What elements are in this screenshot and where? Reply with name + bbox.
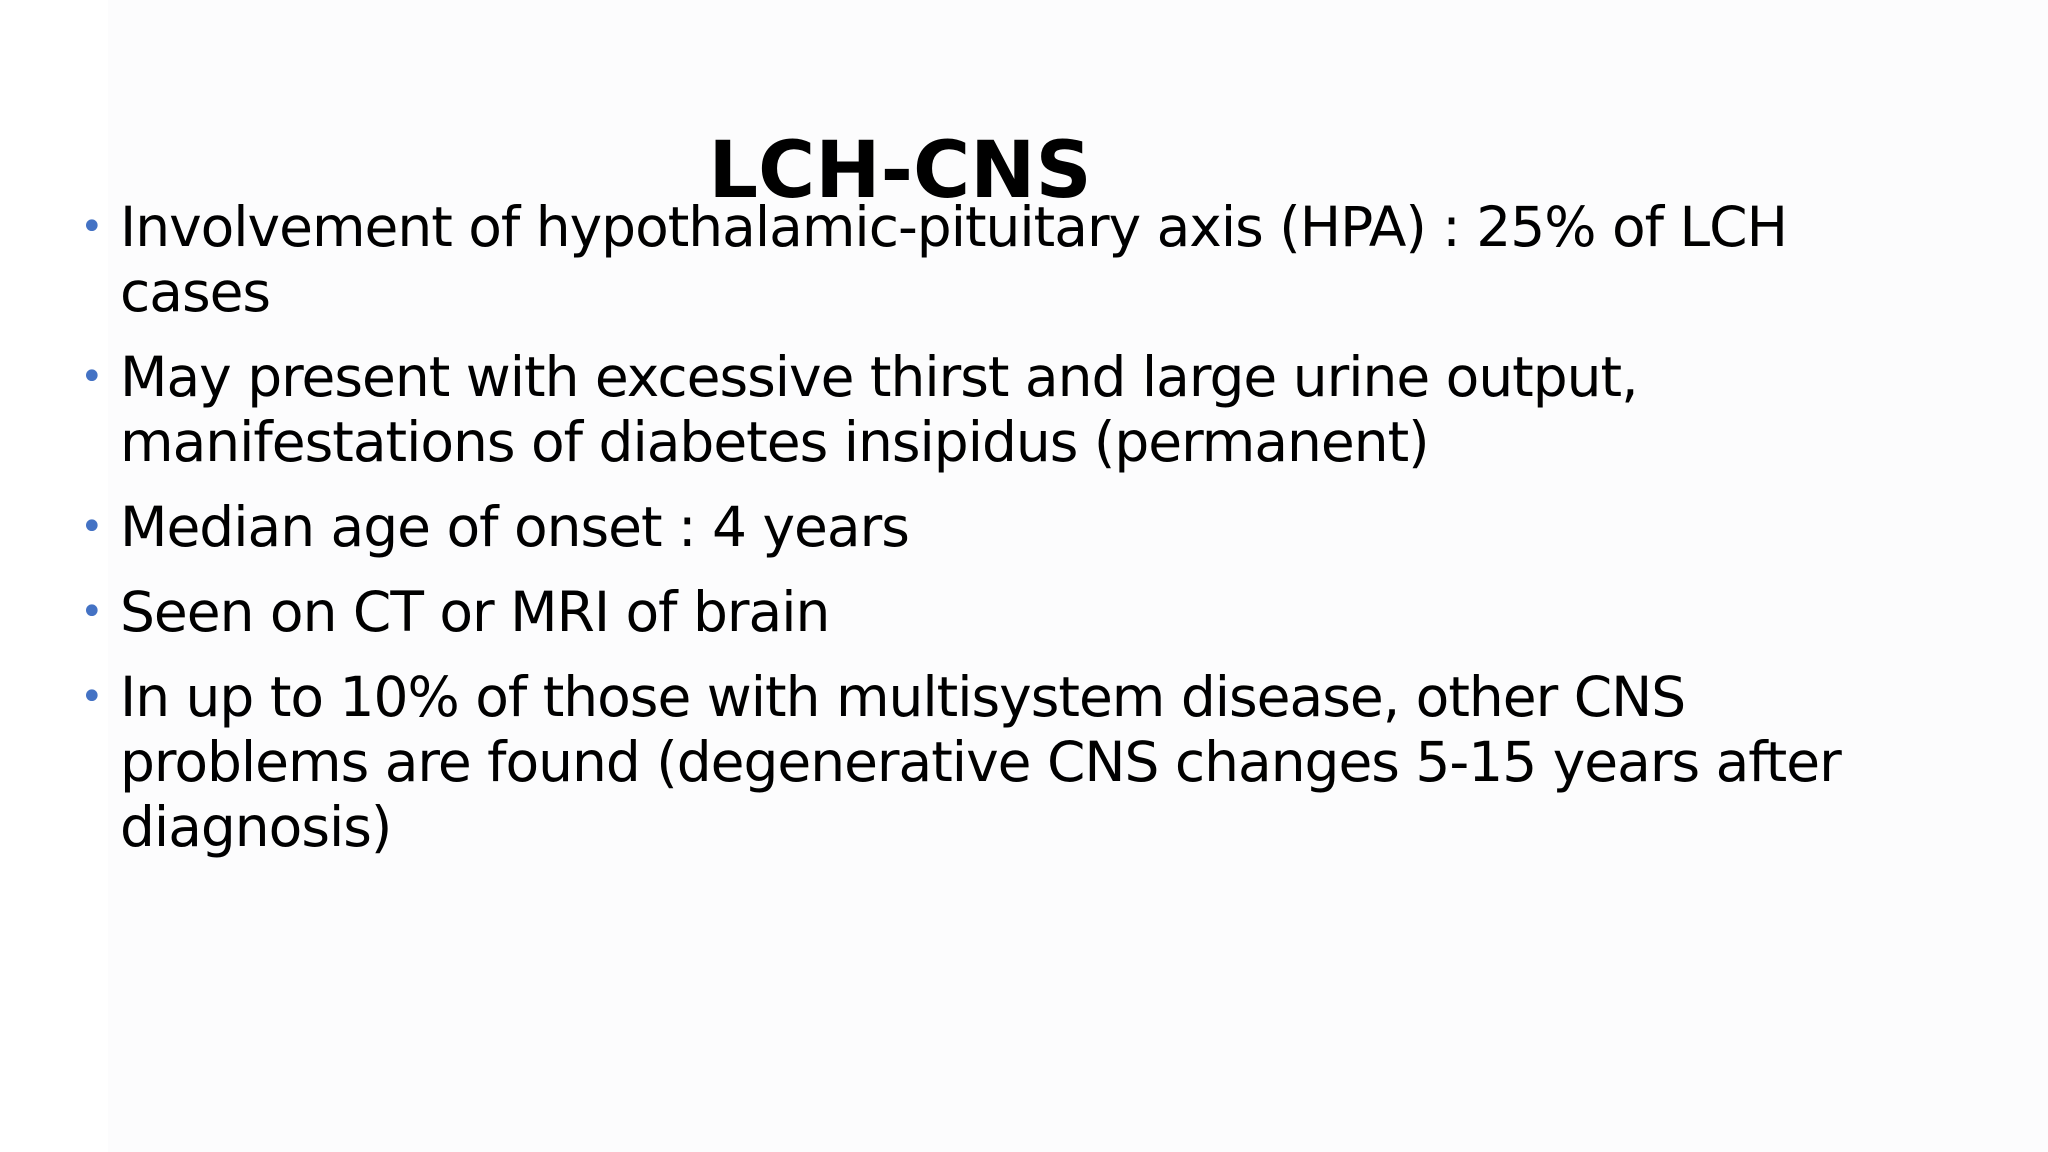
bullet-text: In up to 10% of those with multisystem disease, other CNS problems are found (degenerative CNS changes 5-15 years after diagnosis) xyxy=(120,665,1841,859)
bullet-dot-icon: • xyxy=(80,674,103,720)
bullet-item xyxy=(80,665,1940,860)
bullet-text: Involvement of hypothalamic-pituitary axis (HPA) : 25% of LCH cases xyxy=(120,195,1787,324)
slide-title: LCH-CNS xyxy=(708,126,1092,217)
bullet-list xyxy=(80,195,1940,880)
bullet-text: May present with excessive thirst and large urine output, manifestations of diabetes insipidus (permanent) xyxy=(120,345,1638,474)
bullet-item xyxy=(80,495,1940,560)
bullet-item xyxy=(80,195,1940,325)
bullet-dot-icon: • xyxy=(80,589,103,635)
bullet-dot-icon: • xyxy=(80,204,103,250)
bullet-dot-icon: • xyxy=(80,504,103,550)
bullet-dot-icon: • xyxy=(80,354,103,400)
bullet-text: Seen on CT or MRI of brain xyxy=(120,580,830,644)
bullet-text: Median age of onset : 4 years xyxy=(120,495,909,559)
bullet-item xyxy=(80,580,1940,645)
bullet-item xyxy=(80,345,1940,475)
